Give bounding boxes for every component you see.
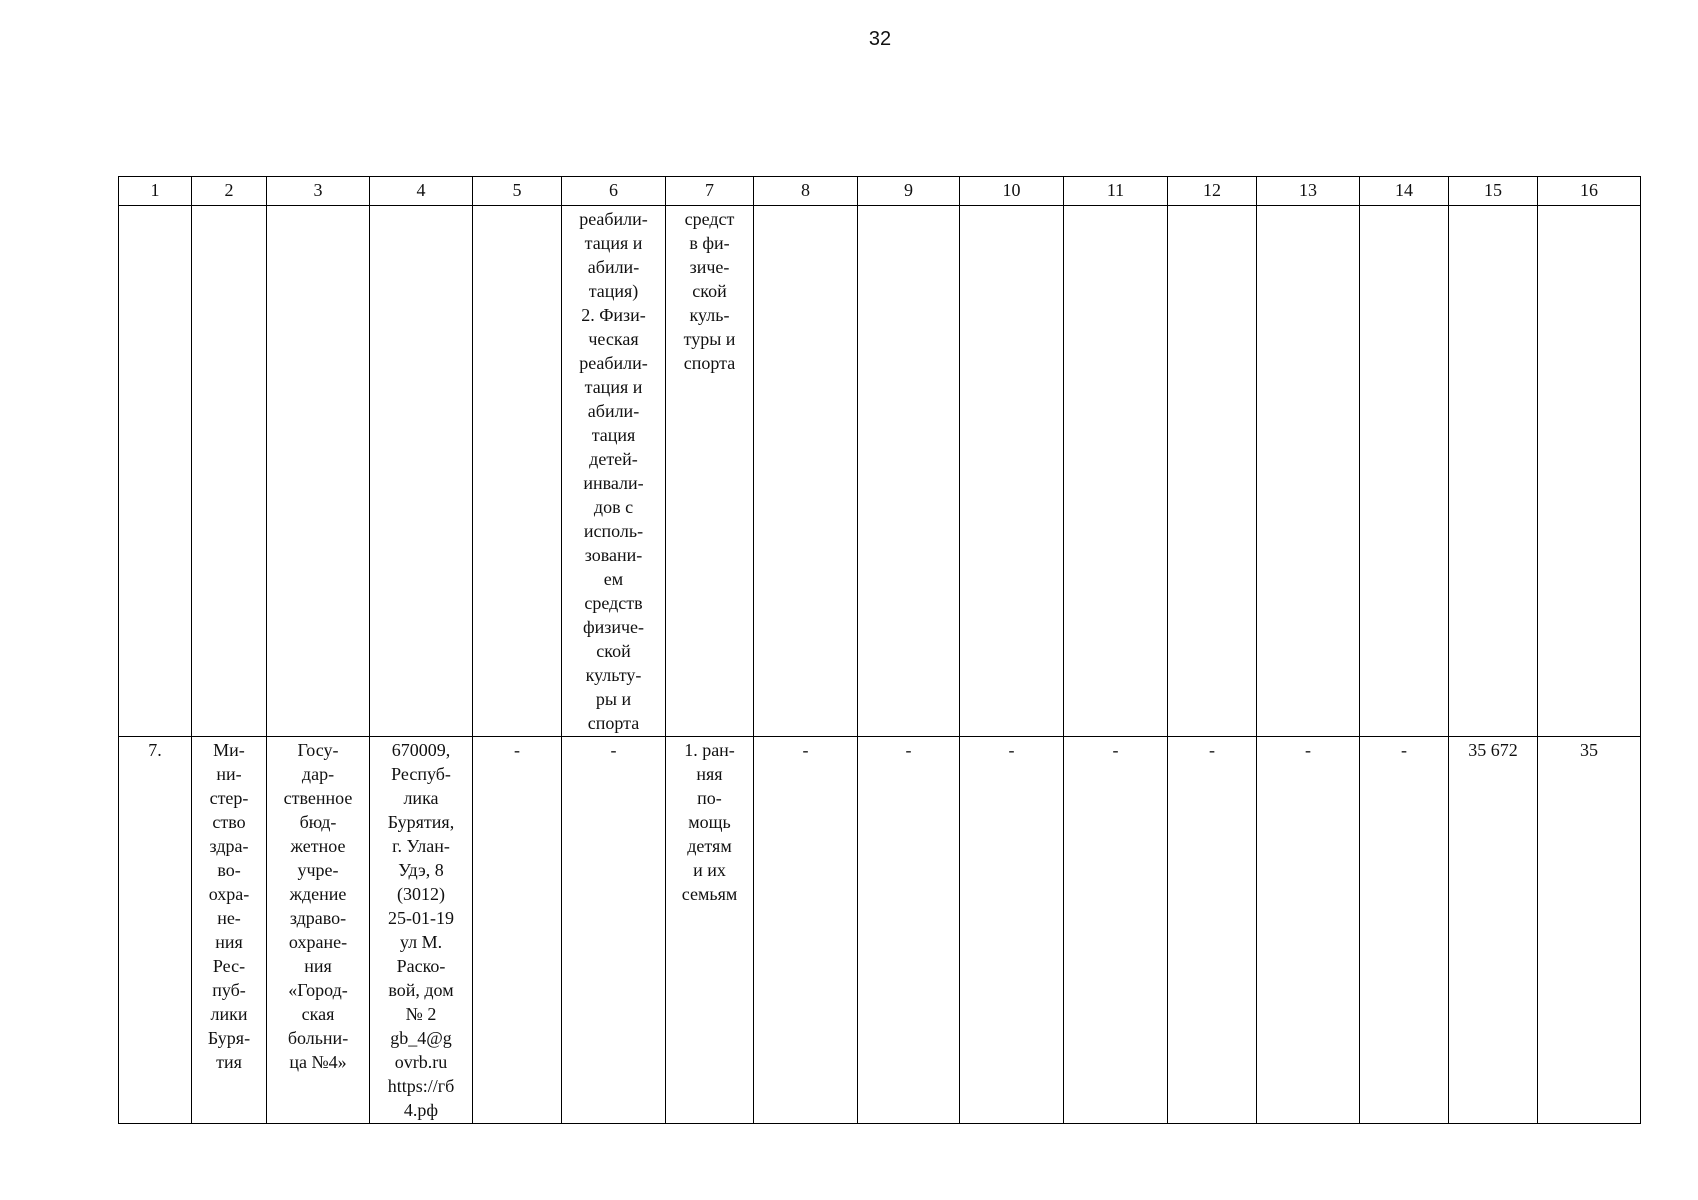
header-cell: 3	[267, 177, 370, 206]
table-cell: -	[1064, 737, 1168, 1124]
table-cell	[192, 206, 267, 737]
header-cell: 7	[666, 177, 754, 206]
table-cell	[858, 206, 960, 737]
table-cell: -	[1360, 737, 1449, 1124]
registry-table	[118, 176, 1641, 1124]
table-cell	[1168, 206, 1257, 737]
table-header-row	[119, 177, 1641, 206]
table-cell: -	[754, 737, 858, 1124]
header-cell: 16	[1538, 177, 1641, 206]
table-cell	[473, 206, 562, 737]
table-cell	[370, 206, 473, 737]
table-cell	[1449, 206, 1538, 737]
table-cell: 35	[1538, 737, 1641, 1124]
table-cell: Госу- дар- ственное бюд- жетное учре- ждение здраво- охране- ния «Город- ская больни- ца №4»	[267, 737, 370, 1124]
page-number: 32	[868, 28, 892, 50]
header-cell: 15	[1449, 177, 1538, 206]
header-cell: 4	[370, 177, 473, 206]
header-cell: 8	[754, 177, 858, 206]
header-cell: 13	[1257, 177, 1360, 206]
table-cell: 1. ран- няя по- мощь детям и их семьям	[666, 737, 754, 1124]
table-cell: средст в фи- зиче- ской куль- туры и спорта	[666, 206, 754, 737]
header-cell: 6	[562, 177, 666, 206]
header-cell: 2	[192, 177, 267, 206]
table-cell: 670009, Респуб- лика Бурятия, г. Улан- Удэ, 8 (3012) 25-01-19 ул М. Раско- вой, дом № 2 gb_4@g ovrb.ru https://гб 4.рф	[370, 737, 473, 1124]
table-cell	[960, 206, 1064, 737]
table-cell: -	[473, 737, 562, 1124]
header-cell: 14	[1360, 177, 1449, 206]
table-cell	[754, 206, 858, 737]
table-cell: -	[1257, 737, 1360, 1124]
table-cell: 7.	[119, 737, 192, 1124]
table-row	[119, 206, 1641, 737]
header-cell: 10	[960, 177, 1064, 206]
header-cell: 1	[119, 177, 192, 206]
table-row	[119, 737, 1641, 1124]
table-cell	[1538, 206, 1641, 737]
table-cell: 35 672	[1449, 737, 1538, 1124]
table-cell	[267, 206, 370, 737]
table-cell: реабили- тация и абили- тация) 2. Физи- ческая реабили- тация и абили- тация детей- инвали- дов с исполь- зовани- ем средств физиче- ской культу- ры и спорта	[562, 206, 666, 737]
header-cell: 9	[858, 177, 960, 206]
header-cell: 12	[1168, 177, 1257, 206]
header-cell: 11	[1064, 177, 1168, 206]
table-cell	[1064, 206, 1168, 737]
table-cell: -	[960, 737, 1064, 1124]
header-cell: 5	[473, 177, 562, 206]
table-cell	[1360, 206, 1449, 737]
table-cell: -	[1168, 737, 1257, 1124]
table-cell	[1257, 206, 1360, 737]
table-cell: -	[562, 737, 666, 1124]
table-cell	[119, 206, 192, 737]
table-cell: -	[858, 737, 960, 1124]
table-cell: Ми- ни- стер- ство здра- во- охра- не- ния Рес- пуб- лики Буря- тия	[192, 737, 267, 1124]
